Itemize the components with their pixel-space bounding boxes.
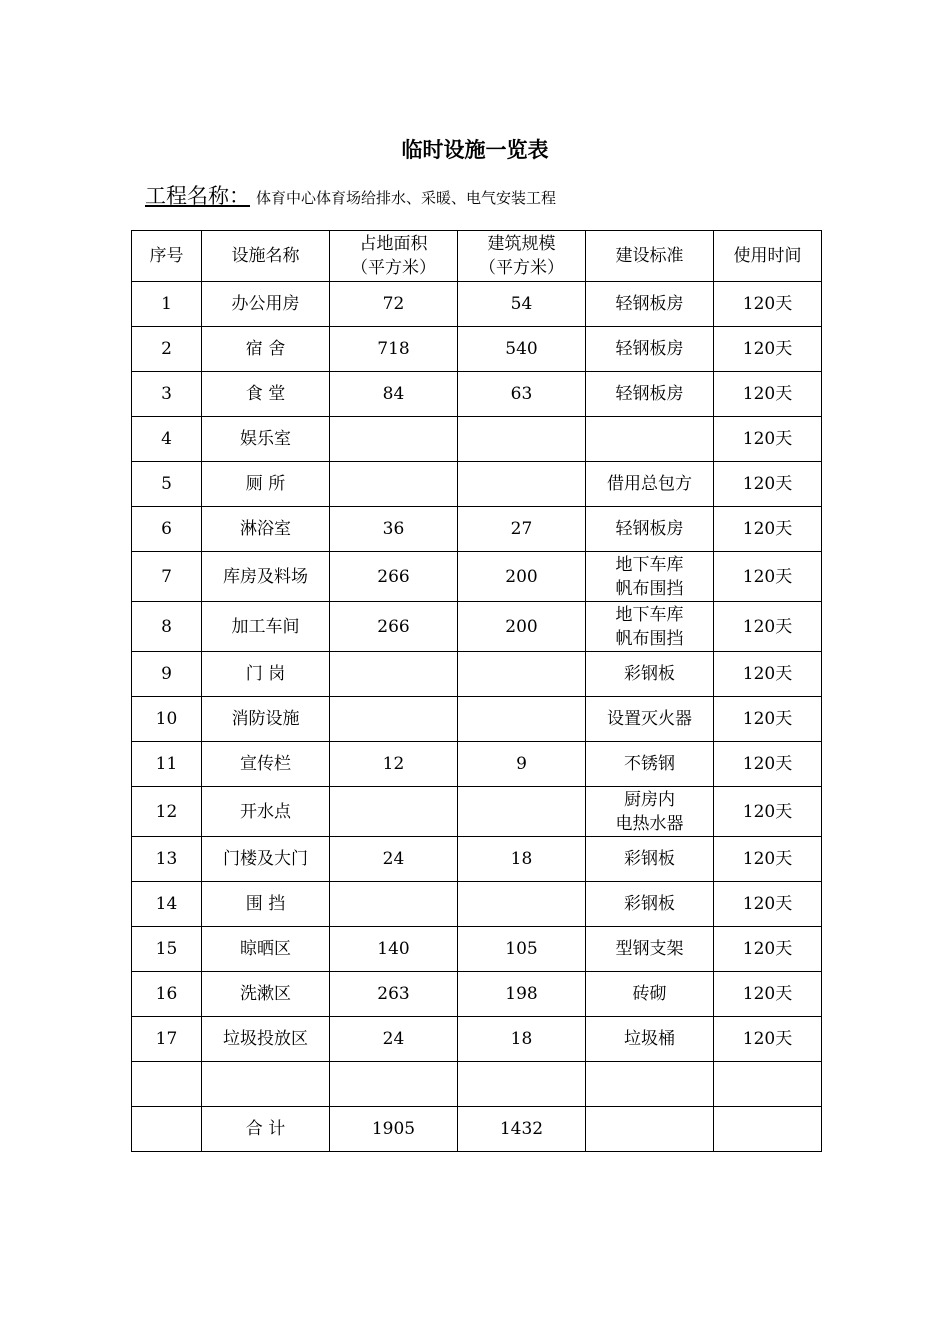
table-row: [132, 327, 822, 372]
cell-land-area: 263: [330, 972, 458, 1017]
cell-index: [132, 1107, 202, 1152]
cell-facility-name: 垃圾投放区: [202, 1017, 330, 1062]
cell-facility-name: 厕 所: [202, 462, 330, 507]
cell-index: 13: [132, 837, 202, 882]
cell-building-scale: 9: [458, 742, 586, 787]
cell-land-area: 72: [330, 282, 458, 327]
cell-land-area: 24: [330, 1017, 458, 1062]
cell-land-area: [330, 462, 458, 507]
cell-index: [132, 1062, 202, 1107]
cell-index: 4: [132, 417, 202, 462]
cell-build-standard: 彩钢板: [586, 882, 714, 927]
cell-build-standard: 地下车库 帆布围挡: [586, 602, 714, 652]
cell-index: 17: [132, 1017, 202, 1062]
cell-facility-name: 门 岗: [202, 652, 330, 697]
cell-land-area: 266: [330, 602, 458, 652]
cell-facility-name: 食 堂: [202, 372, 330, 417]
cell-land-area: [330, 787, 458, 837]
cell-facility-name: 围 挡: [202, 882, 330, 927]
table-row: [132, 697, 822, 742]
cell-usage-time: 120天: [714, 787, 822, 837]
header-build-standard: 建设标准: [586, 231, 714, 282]
cell-usage-time: 120天: [714, 972, 822, 1017]
header-land-area: 占地面积 （平方米）: [330, 231, 458, 282]
header-index: 序号: [132, 231, 202, 282]
cell-building-scale: [458, 882, 586, 927]
cell-facility-name: 洗漱区: [202, 972, 330, 1017]
cell-land-area: [330, 697, 458, 742]
table-row: [132, 972, 822, 1017]
cell-index: 5: [132, 462, 202, 507]
table-row: [132, 1107, 822, 1152]
cell-index: 6: [132, 507, 202, 552]
cell-build-standard: 轻钢板房: [586, 507, 714, 552]
cell-building-scale: 200: [458, 602, 586, 652]
cell-usage-time: 120天: [714, 282, 822, 327]
cell-building-scale: [458, 1062, 586, 1107]
cell-index: 15: [132, 927, 202, 972]
cell-facility-name: 宿 舍: [202, 327, 330, 372]
cell-index: 7: [132, 552, 202, 602]
cell-usage-time: 120天: [714, 837, 822, 882]
project-name: 体育中心体育场给排水、采暖、电气安装工程: [256, 189, 557, 207]
cell-land-area: [330, 652, 458, 697]
cell-facility-name: 合 计: [202, 1107, 330, 1152]
cell-index: 3: [132, 372, 202, 417]
facilities-table: [131, 230, 822, 1152]
cell-facility-name: 娱乐室: [202, 417, 330, 462]
cell-usage-time: 120天: [714, 882, 822, 927]
cell-building-scale: [458, 462, 586, 507]
header-building-scale: 建筑规模 （平方米）: [458, 231, 586, 282]
table-row: [132, 417, 822, 462]
cell-index: 10: [132, 697, 202, 742]
cell-usage-time: 120天: [714, 417, 822, 462]
table-row: [132, 372, 822, 417]
cell-index: 14: [132, 882, 202, 927]
cell-build-standard: 型钢支架: [586, 927, 714, 972]
cell-land-area: 718: [330, 327, 458, 372]
cell-usage-time: 120天: [714, 327, 822, 372]
cell-facility-name: 办公用房: [202, 282, 330, 327]
cell-facility-name: 门楼及大门: [202, 837, 330, 882]
cell-building-scale: 18: [458, 1017, 586, 1062]
cell-build-standard: 轻钢板房: [586, 282, 714, 327]
cell-facility-name: 库房及料场: [202, 552, 330, 602]
cell-land-area: 266: [330, 552, 458, 602]
table-header-row: [132, 231, 822, 282]
table-body: [132, 282, 822, 1152]
cell-building-scale: 200: [458, 552, 586, 602]
cell-build-standard: 厨房内 电热水器: [586, 787, 714, 837]
cell-build-standard: 轻钢板房: [586, 327, 714, 372]
cell-facility-name: 开水点: [202, 787, 330, 837]
table-row: [132, 552, 822, 602]
table-row: [132, 462, 822, 507]
cell-land-area: [330, 882, 458, 927]
table-row: [132, 1017, 822, 1062]
cell-usage-time: 120天: [714, 742, 822, 787]
cell-build-standard: 垃圾桶: [586, 1017, 714, 1062]
cell-build-standard: [586, 1062, 714, 1107]
cell-usage-time: [714, 1107, 822, 1152]
cell-land-area: 36: [330, 507, 458, 552]
cell-usage-time: 120天: [714, 652, 822, 697]
cell-index: 1: [132, 282, 202, 327]
cell-usage-time: 120天: [714, 462, 822, 507]
table-row: [132, 882, 822, 927]
table-row: [132, 742, 822, 787]
cell-index: 2: [132, 327, 202, 372]
cell-land-area: 84: [330, 372, 458, 417]
cell-build-standard: 轻钢板房: [586, 372, 714, 417]
cell-usage-time: 120天: [714, 927, 822, 972]
table-row: [132, 787, 822, 837]
cell-facility-name: [202, 1062, 330, 1107]
cell-building-scale: 18: [458, 837, 586, 882]
project-label: 工程名称：: [145, 184, 250, 208]
cell-index: 12: [132, 787, 202, 837]
cell-usage-time: 120天: [714, 372, 822, 417]
cell-index: 11: [132, 742, 202, 787]
cell-building-scale: 63: [458, 372, 586, 417]
cell-building-scale: [458, 652, 586, 697]
table-row: [132, 1062, 822, 1107]
cell-usage-time: 120天: [714, 602, 822, 652]
table-row: [132, 652, 822, 697]
cell-building-scale: 54: [458, 282, 586, 327]
cell-building-scale: [458, 697, 586, 742]
cell-facility-name: 淋浴室: [202, 507, 330, 552]
table-row: [132, 837, 822, 882]
cell-land-area: 24: [330, 837, 458, 882]
table-row: [132, 507, 822, 552]
cell-build-standard: 地下车库 帆布围挡: [586, 552, 714, 602]
cell-usage-time: [714, 1062, 822, 1107]
project-line: [145, 180, 556, 210]
cell-index: 9: [132, 652, 202, 697]
cell-build-standard: 砖砌: [586, 972, 714, 1017]
cell-land-area: 1905: [330, 1107, 458, 1152]
table-row: [132, 927, 822, 972]
cell-building-scale: 1432: [458, 1107, 586, 1152]
header-usage-time: 使用时间: [714, 231, 822, 282]
cell-land-area: [330, 417, 458, 462]
cell-build-standard: 不锈钢: [586, 742, 714, 787]
cell-building-scale: 27: [458, 507, 586, 552]
table-row: [132, 282, 822, 327]
cell-building-scale: 540: [458, 327, 586, 372]
cell-index: 8: [132, 602, 202, 652]
cell-build-standard: 设置灭火器: [586, 697, 714, 742]
cell-building-scale: [458, 417, 586, 462]
cell-facility-name: 加工车间: [202, 602, 330, 652]
cell-build-standard: 彩钢板: [586, 652, 714, 697]
cell-usage-time: 120天: [714, 552, 822, 602]
cell-index: 16: [132, 972, 202, 1017]
cell-land-area: 12: [330, 742, 458, 787]
cell-build-standard: [586, 417, 714, 462]
cell-facility-name: 晾晒区: [202, 927, 330, 972]
cell-land-area: [330, 1062, 458, 1107]
header-facility-name: 设施名称: [202, 231, 330, 282]
page-title: 临时设施一览表: [401, 137, 549, 162]
cell-building-scale: [458, 787, 586, 837]
cell-build-standard: 彩钢板: [586, 837, 714, 882]
cell-facility-name: 消防设施: [202, 697, 330, 742]
cell-build-standard: [586, 1107, 714, 1152]
cell-usage-time: 120天: [714, 507, 822, 552]
cell-usage-time: 120天: [714, 1017, 822, 1062]
cell-land-area: 140: [330, 927, 458, 972]
table-row: [132, 602, 822, 652]
cell-build-standard: 借用总包方: [586, 462, 714, 507]
cell-building-scale: 105: [458, 927, 586, 972]
cell-usage-time: 120天: [714, 697, 822, 742]
cell-building-scale: 198: [458, 972, 586, 1017]
cell-facility-name: 宣传栏: [202, 742, 330, 787]
